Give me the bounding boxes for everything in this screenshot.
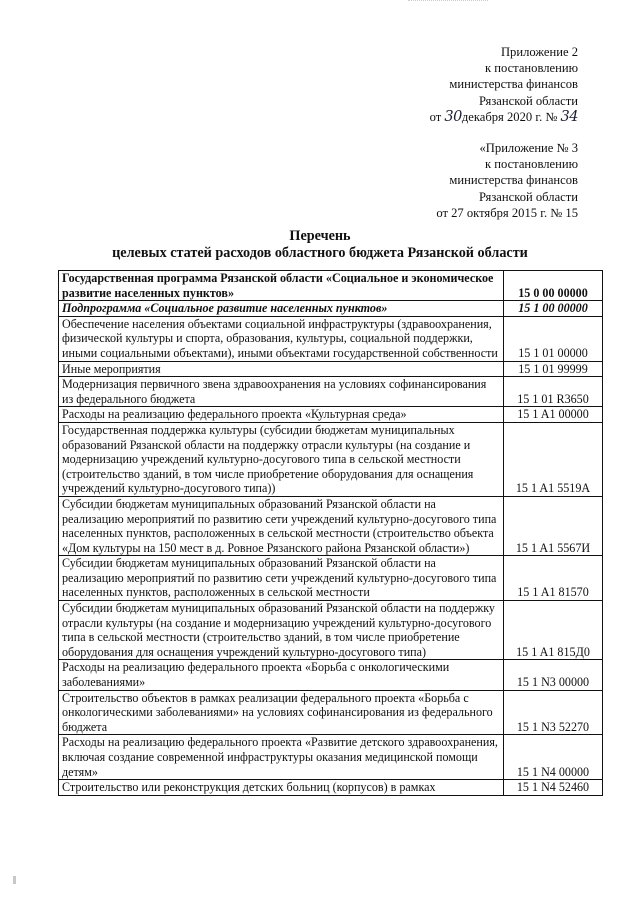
date-middle: декабря 2020 г. № [461,109,558,124]
table-row [59,780,603,796]
row-name: Строительство объектов в рамках реализации федерального проекта «Борьба с онкологическими заболеваниями» на условиях софинансирования из федерального бюджета [59,690,504,735]
table-row [59,690,603,735]
appendix-2-date [430,109,578,125]
table-row [59,301,603,317]
table-row [59,271,603,301]
table-row [59,361,603,377]
table-row [59,316,603,361]
row-code: 15 1 N3 00000 [504,660,603,690]
appendix-2-ref: к постановлению [484,61,578,76]
appendix-2-ministry: министерства финансов [449,77,578,92]
row-name: Иные мероприятия [59,361,504,377]
table-row [59,556,603,601]
row-code: 15 1 A1 00000 [504,407,603,423]
table-row [59,496,603,555]
table-row [59,735,603,780]
row-name: Модернизация первичного звена здравоохранения на условиях софинансирования из федерального бюджета [59,377,504,407]
row-name: Субсидии бюджетам муниципальных образований Рязанской области на реализацию мероприятий по развитию сети учреждений культурно-досугового типа населенных пунктов, расположенных в сельской местности [59,556,504,601]
row-name: Субсидии бюджетам муниципальных образований Рязанской области на поддержку отрасли культуры (на создание и модернизацию учреждений культурно-досугового типа в сельской местности (строительство зданий, в том числе приобретение оборудования для оснащения учреждений культурно-досугового типа) [59,601,504,660]
scan-artifact [408,0,488,5]
document-subtitle: целевых статей расходов областного бюджета Рязанской области [112,245,528,261]
row-code: 15 1 N4 00000 [504,735,603,780]
appendix-3-label: «Приложение № 3 [479,141,578,155]
target-items-table [58,270,603,796]
table-row [59,377,603,407]
row-code: 15 1 A1 81570 [504,556,603,601]
row-name: Государственная программа Рязанской области «Социальное и экономическое развитие населенных пунктов» [59,271,504,301]
scan-artifact [13,876,16,884]
table-row [59,601,603,660]
row-code: 15 1 N4 52460 [504,780,603,796]
row-name: Строительство или реконструкция детских больниц (корпусов) в рамках [59,780,504,796]
appendix-3-ref: к постановлению [484,157,578,172]
handwritten-number: 34 [560,108,578,125]
row-code: 15 1 01 00000 [504,316,603,361]
row-code: 15 1 A1 815Д0 [504,601,603,660]
row-code: 15 1 01 99999 [504,361,603,377]
row-name: Подпрограмма «Социальное развитие населенных пунктов» [59,301,504,317]
row-name: Государственная поддержка культуры (субсидии бюджетам муниципальных образований Рязанской области на поддержку отрасли культуры (на создание и модернизацию учреждений культурно-досугового типа в сельской местности (строительство зданий, в том числе приобретение оборудования для оснащения учреждений культурно-досугового типа)) [59,422,504,496]
row-code: 15 1 01 R3650 [504,377,603,407]
row-code: 15 1 N3 52270 [504,690,603,735]
document-title: Перечень [289,228,351,244]
date-prefix: от [429,109,442,124]
row-name: Субсидии бюджетам муниципальных образований Рязанской области на реализацию мероприятий по развитию сети учреждений культурно-досугового типа населенных пунктов, расположенных в сельской местности (строительство объекта «Дом культуры на 150 мест в д. Ровное Рязанского района Рязанской области») [59,496,504,555]
row-name: Обеспечение населения объектами социальной инфраструктуры (здравоохранения, физической культуры и спорта, образования, культуры, социальной поддержки, иными социальными объектами), иными объектами государственной собственности [59,316,504,361]
row-name: Расходы на реализацию федерального проекта «Борьба с онкологическими заболеваниями» [59,660,504,690]
row-name: Расходы на реализацию федерального проекта «Культурная среда» [59,407,504,423]
row-code: 15 0 00 00000 [504,271,603,301]
row-code: 15 1 A1 5519A [504,422,603,496]
appendix-3-header [436,140,578,221]
table-row [59,422,603,496]
row-code: 15 1 A1 5567И [504,496,603,555]
row-name: Расходы на реализацию федерального проекта «Развитие детского здравоохранения, включая создание современной инфраструктуры оказания медицинской помощи детям» [59,735,504,780]
row-code: 15 1 00 00000 [504,301,603,317]
appendix-2-label: Приложение 2 [500,45,578,59]
appendix-2-header [430,44,578,125]
appendix-2-region: Рязанской области [479,93,578,108]
appendix-3-ministry: министерства финансов [449,173,578,188]
table-row [59,660,603,690]
table-row [59,407,603,423]
handwritten-day: 30 [444,108,462,125]
appendix-3-region: Рязанской области [479,189,578,204]
appendix-3-date: от 27 октября 2015 г. № 15 [436,205,578,220]
